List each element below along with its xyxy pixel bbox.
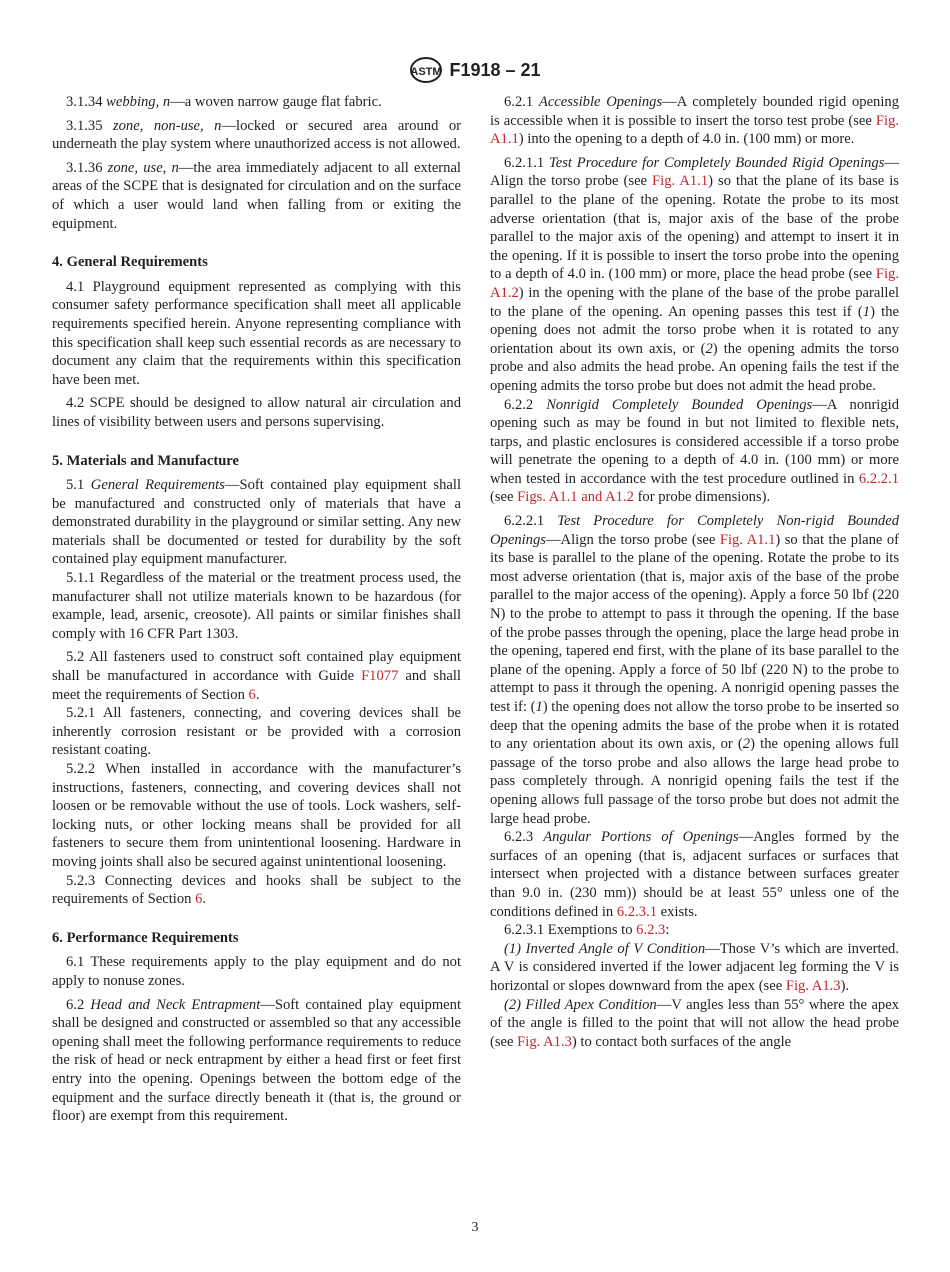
- paragraph: [52, 93, 461, 112]
- cross-reference-link[interactable]: 6.2.3: [636, 922, 666, 939]
- paragraph: [490, 828, 899, 921]
- italic-term: (2) Filled Apex Condition: [504, 996, 657, 1013]
- left-column: [52, 93, 461, 1126]
- text-run: 6.2.3: [504, 829, 544, 846]
- text-run: ) so that the plane of its base is parallel to the plane of the opening. Rotate the probe to its most adverse orientation (that is, major axis of the base of the probe parallel to the major axis of the opening) and attempt to insert it in the opening. If it is possible to insert the torso probe into the opening to a depth of 4.0 in. (100 mm) or more, place the head probe (see: [490, 173, 899, 283]
- text-run: 5.2.2 When installed in accordance with the manufacturer’s instructions, fasteners, connecting, and covering devices shall not loosen or be removable without the use of tools. Lock washers, self-locking nuts, or other locking means shall be provided for all fasteners to secure them from unintentional loosening. Hardware in moving joints shall also be secured against unintentional loosening.: [52, 761, 461, 870]
- italic-term: Accessible Openings: [538, 94, 663, 110]
- right-column: [490, 93, 899, 1051]
- paragraph: [52, 569, 461, 643]
- text-run: for probe dimensions).: [633, 489, 771, 506]
- italic-term: Test Procedure for Completely Non-rigid Bounded Openings: [490, 513, 899, 548]
- text-run: 5.2.3 Connecting devices and hooks shall be subject to the requirements of Section: [52, 872, 461, 908]
- section-heading: 4. General Requirements: [52, 254, 208, 271]
- text-run: exists.: [657, 903, 698, 920]
- text-run: 5.1.1 Regardless of the material or the treatment process used, the manufacturer shall not utilize materials known to be hazardous (for example, lead, arsenic, creosote). All paints or similar finishes shall comply with 16 CFR Part 1303.: [52, 570, 461, 642]
- page-number: 3: [471, 1220, 479, 1235]
- italic-term: zone, non-use, n: [112, 117, 222, 134]
- text-run: —the area immediately adjacent to all external areas of the SCPE that is designated for circulation and on the surface of which a user would land when falling from or exiting the equipment.: [52, 159, 461, 232]
- text-run: .: [255, 686, 260, 703]
- paragraph: [52, 117, 461, 154]
- text-run: 5.2.1 All fasteners, connecting, and covering devices shall be inherently corrosion resistant or be provided with a corrosion resistant coating.: [52, 705, 461, 759]
- paragraph: [490, 940, 899, 996]
- paragraph: [490, 996, 899, 1052]
- document-designation: F1918 – 21: [449, 59, 541, 80]
- cross-reference-link[interactable]: F1077: [361, 668, 399, 685]
- paragraph: [490, 154, 899, 396]
- italic-term: Angular Portions of Openings: [543, 829, 739, 846]
- italic-term: Head and Neck Entrapment: [90, 996, 261, 1013]
- cross-reference-link[interactable]: Fig. A1.3: [517, 1033, 572, 1050]
- italic-term: 1: [862, 303, 871, 320]
- text-run: ) the opening allows full passage of the torso probe and also allows the large head probe to pass completely through. A nonrigid opening fails the test if the opening allows full passage of the torso probe but does not admit the large head probe.: [490, 736, 899, 827]
- page-header: [0, 56, 950, 84]
- text-run: —Soft contained play equipment shall be designed and constructed or assembled so that any accessible opening shall meet the following performance requirements to reduce the risk of head or neck entrapment by either a head first or feet first entry into the opening. Openings between the bottom edge of the equipment and the surface directly beneath it (that is, the ground or floor) are exempt from this requirement.: [52, 996, 461, 1125]
- italic-term: (1) Inverted Angle of V Condition: [504, 940, 706, 957]
- text-run: 4.2 SCPE should be designed to allow natural air circulation and lines of visibility between users and persons supervising.: [52, 395, 461, 430]
- italic-term: General Requirements: [90, 477, 225, 494]
- text-run: —Soft contained play equipment shall be manufactured and constructed only of materials that have a demonstrated durability in the playground or similar setting. Any new materials shall be documented or tested for durability by the soft contained play equipment manufacturer.: [52, 477, 461, 568]
- paragraph: [52, 159, 461, 233]
- text-run: :: [665, 922, 670, 939]
- text-run: 6.2.2: [504, 396, 547, 413]
- cross-reference-link[interactable]: Fig. A1.1: [719, 531, 776, 548]
- text-run: —Align the torso probe (see: [490, 154, 899, 190]
- italic-term: webbing, n: [106, 94, 171, 110]
- text-run: —Angles formed by the surfaces of an opening (that is, adjacent surfaces or surfaces that intersect when projected with a distance between surfaces greater than 9.0 in. (230 mm)) should be at least 55° unless one of the conditions defined in: [490, 829, 900, 920]
- paragraph: [490, 93, 899, 149]
- astm-logo-icon: [409, 56, 443, 84]
- paragraph: [490, 921, 899, 940]
- text-run: —locked or secured area around or underneath the play system where unauthorized access is not allowed.: [52, 117, 461, 153]
- text-run: 6.2.1: [504, 94, 539, 110]
- text-run: —A nonrigid opening such as may be found in but not limited to flexible nets, tarps, and plastic enclosures is considered accessible if a torso probe will penetrate the opening to a depth of 4.0 in. (100 mm) or more when tested in accordance with the test procedure outlined in: [490, 396, 900, 487]
- text-run: ) the opening does not admit the torso probe when it is rotated to any orientation about its own axis, or (: [490, 303, 899, 357]
- text-run: ) so that the plane of its base is parallel to the plane of the opening. Rotate the probe to its most adverse orientation (that is, major axis of the base of the probe parallel to the major access of the opening). Apply a force 50 lbf (220 N) to the probe to attempt to pass it through the opening. If the base of the probe passes through the opening, place the large head probe in the opening, tapered end first, with the plane of its base parallel to the plane of the opening. Apply a force of 50 lbf (220 N) to the probe to attempt to pass it through the opening. A nonrigid opening passes the test if: (: [490, 531, 899, 715]
- text-run: 6.2: [66, 996, 91, 1013]
- paragraph: [52, 476, 461, 569]
- svg-text:ASTM: ASTM: [410, 66, 443, 78]
- paragraph: [52, 278, 461, 390]
- text-run: 5.2 All fasteners used to construct soft contained play equipment shall be manufactured in accordance with Guide: [52, 649, 461, 685]
- text-run: ) into the opening to a depth of 4.0 in. (100 mm) or more.: [518, 131, 855, 148]
- cross-reference-link[interactable]: 6.2.3.1: [616, 903, 658, 920]
- text-run: —A completely bounded rigid opening is accessible when it is possible to insert the torso test probe (see: [490, 94, 899, 129]
- text-run: .: [202, 891, 207, 908]
- text-run: —V angles less than 55° where the apex of the angle is filled to the point that will not allow the head probe (see: [490, 996, 899, 1050]
- cross-reference-link[interactable]: 6.2.2.1: [858, 470, 899, 487]
- italic-term: 1: [535, 699, 543, 715]
- section-heading: 6. Performance Requirements: [52, 929, 239, 946]
- text-run: 3.1.36: [66, 159, 108, 176]
- text-run: ) the opening admits the torso probe and also admits the head probe. An opening fails the test if the opening admits the torso probe but does not admit the head probe.: [490, 340, 899, 394]
- cross-reference-link[interactable]: 6: [195, 891, 203, 908]
- paragraph: [52, 704, 461, 760]
- text-run: (see: [490, 489, 518, 506]
- paragraph: [52, 648, 461, 704]
- section-heading: 5. Materials and Manufacture: [52, 452, 239, 469]
- paragraph: [52, 953, 461, 990]
- paragraph: [52, 996, 461, 1126]
- paragraph: [490, 396, 899, 508]
- text-run: 6.2.3.1 Exemptions to: [504, 922, 637, 939]
- italic-term: Test Procedure for Completely Bounded Rigid Openings: [548, 154, 885, 171]
- paragraph: [52, 394, 461, 431]
- text-run: ) to contact both surfaces of the angle: [571, 1033, 792, 1050]
- text-run: ) the opening does not allow the torso probe to be inserted so deep that the opening admits the base of the probe when it is rotated to any orientation about its own axis, or (: [490, 699, 899, 753]
- italic-term: Nonrigid Completely Bounded Openings: [546, 396, 813, 413]
- paragraph: [52, 760, 461, 872]
- cross-reference-link[interactable]: 6: [248, 686, 256, 703]
- italic-term: 2: [705, 340, 713, 357]
- text-run: ) in the opening with the plane of the base of the probe parallel to the plane of the opening. An opening passes this test if (: [490, 284, 899, 320]
- text-run: 3.1.35: [66, 117, 113, 134]
- cross-reference-link[interactable]: Fig. A1.2: [490, 266, 899, 301]
- italic-term: 2: [742, 736, 751, 753]
- text-run: —Align the torso probe (see: [545, 531, 720, 548]
- cross-reference-link[interactable]: Fig. A1.1: [490, 112, 899, 148]
- cross-reference-link[interactable]: Figs. A1.1 and A1.2: [517, 489, 634, 506]
- italic-term: zone, use, n: [107, 159, 179, 176]
- text-run: —a woven narrow gauge flat fabric.: [170, 94, 382, 110]
- text-run: 5.1: [66, 477, 91, 494]
- paragraph: [490, 512, 899, 828]
- cross-reference-link[interactable]: Fig. A1.1: [652, 173, 709, 190]
- text-run: —Those V’s which are inverted. A V is considered inverted if the lower adjacent leg forming the V is horizontal or slopes downward from the apex (see: [490, 940, 899, 994]
- text-run: and shall meet the requirements of Section: [52, 668, 461, 703]
- text-run: 6.1 These requirements apply to the play equipment and do not apply to nonuse zones.: [52, 954, 461, 989]
- cross-reference-link[interactable]: Fig. A1.3: [785, 977, 841, 994]
- text-run: 4.1 Playground equipment represented as complying with this consumer safety performance specification shall meet all applicable requirements specified herein. Anyone representing compliance with this specification shall keep such essential records as are necessary to document any claim that the requirements within this specification have been met.: [52, 278, 461, 388]
- text-run: 6.2.2.1: [504, 513, 558, 530]
- text-run: 3.1.34: [66, 94, 107, 110]
- paragraph: [52, 872, 461, 909]
- text-run: 6.2.1.1: [504, 154, 549, 171]
- text-run: ).: [840, 977, 850, 994]
